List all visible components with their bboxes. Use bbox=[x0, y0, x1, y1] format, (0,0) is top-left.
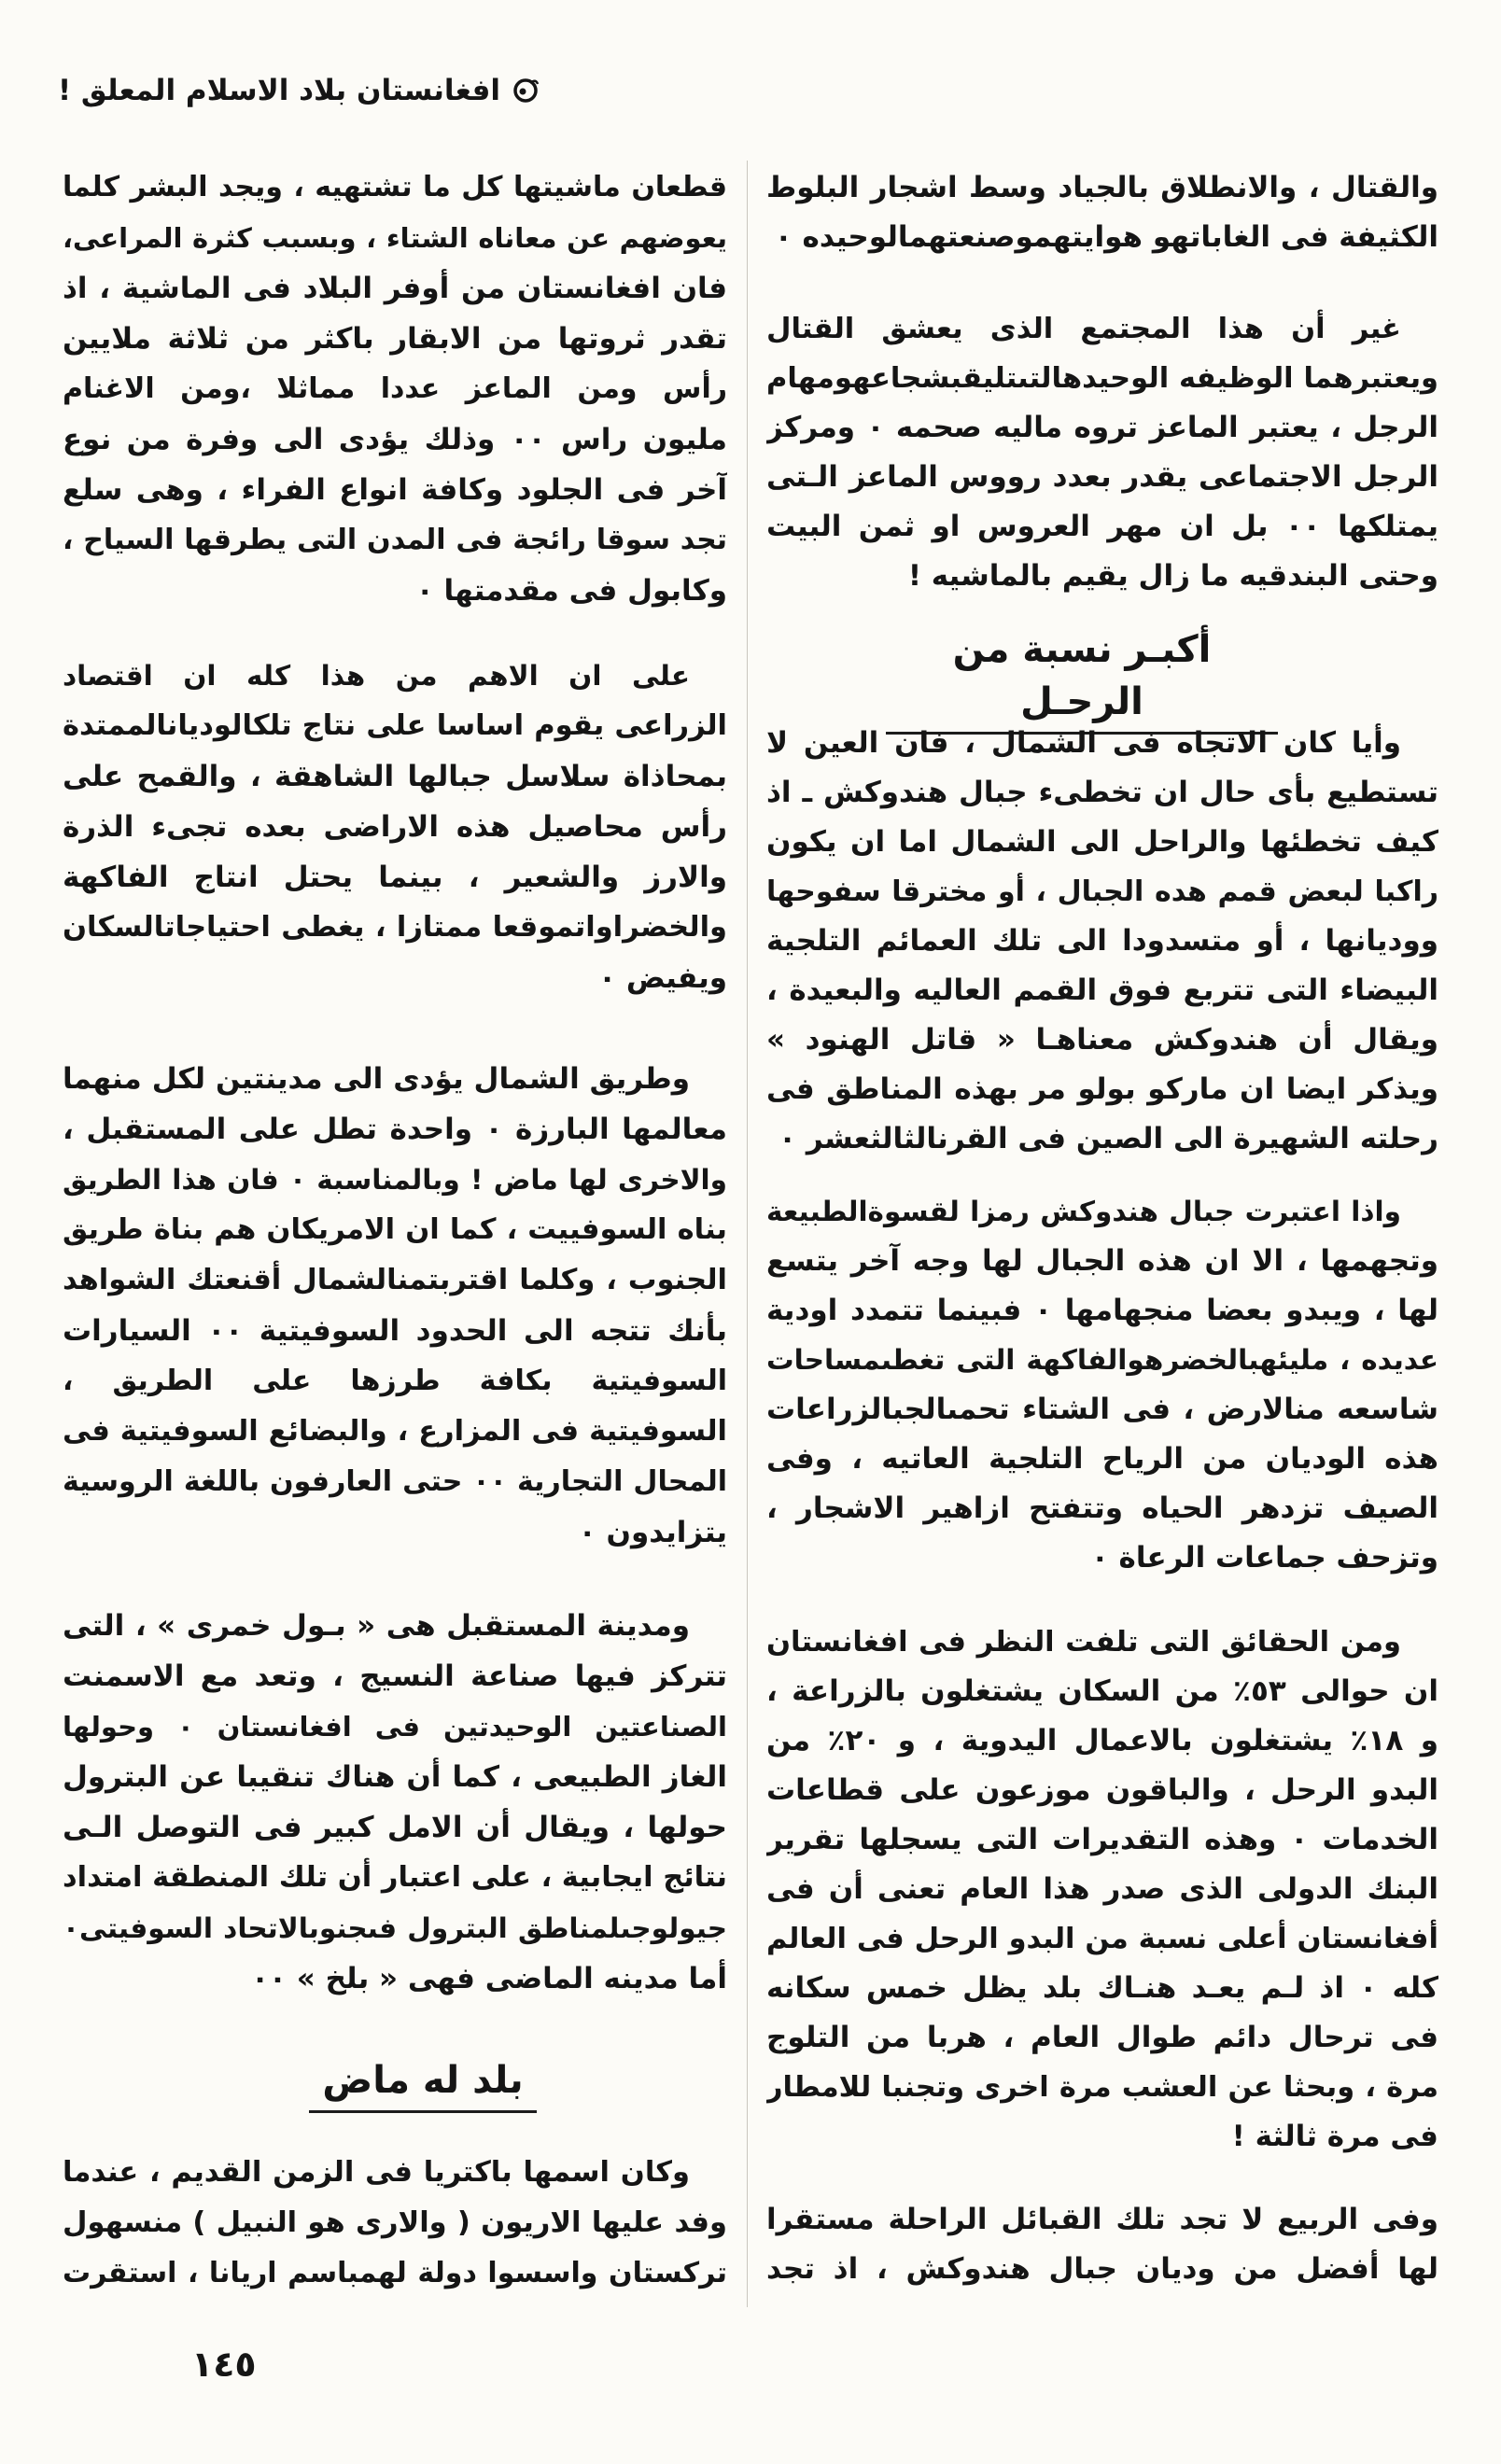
text-line: بناه السوفييت ، كما ان الامريكان هم بناة طريق bbox=[63, 1213, 727, 1246]
text-line: وأيا كان الاتجاه فى الشمال ، فان العين لا bbox=[766, 726, 1401, 760]
text-line: الرجل الاجتماعى يقدر بعدد رووس الماعز الـتى bbox=[766, 460, 1438, 494]
text-line: وفد عليها الاريون ( والارى هو النبيل ) منسهول bbox=[63, 2206, 727, 2239]
text-line: الكثيفة فى الغاباتهو هوايتهموصنعتهمالوحيده ٠ bbox=[774, 220, 1438, 254]
text-line: ويفيض ٠ bbox=[598, 961, 727, 995]
text-line: بأنك تتجه الى الحدود السوفيتية ٠٠ السيارات bbox=[63, 1314, 727, 1348]
text-line: تقدر ثروتها من الابقار باكثر من ثلاثة ملايين bbox=[63, 322, 727, 356]
column-divider bbox=[747, 161, 748, 2307]
text-line: تستطيع بأى حال ان تخطىء جبال هندوكش ـ اذ bbox=[766, 776, 1438, 809]
text-line: رأس محاصيل هذه الاراضى بعده تجىء الذرة bbox=[63, 810, 727, 844]
text-line: بمحاذاة سلاسل جبالها الشاهقة ، والقمح على bbox=[63, 760, 727, 793]
text-line: معالمها البارزة ٠ واحدة تطل على المستقبل ، bbox=[63, 1113, 727, 1146]
section-heading-box bbox=[305, 2054, 540, 2121]
text-line: والاخرى لها ماض ! وبالمناسبة ٠ فان هذا الطريق bbox=[63, 1164, 727, 1196]
paragraph bbox=[63, 1601, 727, 2004]
text-line: على ان الاهم من هذا كله ان اقتصاد bbox=[63, 660, 690, 692]
text-line: المحال التجارية ٠٠ حتى العارفون باللغة الروسية bbox=[63, 1465, 727, 1498]
text-line: البيضاء التى تتربع فوق القمم العاليه والبعيدة ، bbox=[766, 973, 1438, 1007]
text-line: رأس ومن الماعز عددا مماثلا ،ومن الاغنام bbox=[63, 372, 727, 405]
text-line: مليون راس ٠٠ وذلك يؤدى الى وفرة من نوع bbox=[63, 423, 727, 456]
text-line: كله ٠ اذ لـم يعـد هنـاك بلد يظل خمس سكانه bbox=[766, 1971, 1438, 2005]
text-line: الخدمات ٠ وهذه التقديرات التى يسجلها تقرير bbox=[766, 1823, 1438, 1856]
text-line: السوفيتية فى المزارع ، والبضائع السوفيتية فى bbox=[63, 1415, 727, 1448]
text-line: ومن الحقائق التى تلفت النظر فى افغانستان bbox=[766, 1626, 1401, 1659]
text-line: فى مرة ثالثة ! bbox=[1231, 2120, 1438, 2153]
paragraph bbox=[766, 304, 1438, 601]
text-line: أما مدينه الماضى فهى « بلخ » ٠٠ bbox=[251, 1962, 727, 1995]
text-line: نتائج ايجابية ، على اعتبار أن تلك المنطقة امتداد bbox=[63, 1861, 727, 1894]
text-line: وتجهمها ، الا ان هذه الجبال لها وجه آخر يتسع bbox=[766, 1244, 1438, 1278]
text-line: ويعتبرهما الوظيفه الوحيدهالتىتليقبشجاعهومهام bbox=[766, 362, 1438, 395]
text-line: ان حوالى ٥٣٪ من السكان يشتغلون بالزراعة ، bbox=[766, 1674, 1438, 1708]
text-line: فان افغانستان من أوفر البلاد فى الماشية ، اذ bbox=[63, 272, 727, 305]
text-line: حولها ، ويقال أن الامل كبير فى التوصل الـى bbox=[63, 1811, 727, 1844]
text-line: هذه الوديان من الرياح التلجية العاتيه ، وفى bbox=[766, 1442, 1438, 1476]
text-line: يعوضهم عن معاناه الشتاء ، وبسبب كثرة المراعى، bbox=[63, 222, 727, 254]
text-line: يمتلكها ٠٠ بل ان مهر العروس او ثمن البيت bbox=[766, 510, 1438, 543]
text-line: راكبا لبعض قمم هده الجبال ، أو مخترقا سفوحها bbox=[766, 875, 1438, 908]
text-line: آخر فى الجلود وكافة انواع الفراء ، وهى سلع bbox=[63, 473, 727, 507]
text-line: ويقال أن هندوكش معناهـا « قاتل الهنود » bbox=[766, 1023, 1438, 1057]
text-line: ويذكر ايضا ان ماركو بولو مر بهذه المناطق فى bbox=[766, 1072, 1438, 1106]
text-line: والارز والشعير ، بينما يحتل انتاج الفاكهة bbox=[63, 861, 727, 894]
text-line: أفغانستان أعلى نسبة من البدو الرحل فى العالم bbox=[766, 1923, 1438, 1955]
text-line: عديده ، مليئهبالخضرهوالفاكهة التى تغطىمساحات bbox=[766, 1344, 1438, 1376]
text-line: فى ترحال دائم طوال العام ، هربا من التلوج bbox=[766, 2021, 1438, 2054]
text-line: لها أفضل من وديان جبال هندوكش ، اذ تجد bbox=[766, 2252, 1438, 2286]
text-line: لها ، ويبدو بعضا منجهامها ٠ فبينما تتمدد اودية bbox=[766, 1294, 1438, 1327]
text-line: ومدينة المستقبل هى « بـول خمرى » ، التى bbox=[63, 1609, 690, 1643]
text-line: وكان اسمها باكتريا فى الزمن القديم ، عندما bbox=[63, 2156, 690, 2189]
text-line: الغاز الطبيعى ، كما أن هناك تنقيبا عن البترول bbox=[63, 1760, 727, 1794]
paragraph bbox=[766, 1187, 1438, 1583]
text-line: وطريق الشمال يؤدى الى مدينتين لكل منهما bbox=[63, 1062, 690, 1096]
paragraph bbox=[766, 163, 1438, 262]
right-column bbox=[766, 0, 1438, 2333]
text-line: البدو الرحل ، والباقون موزعون على قطاعات bbox=[766, 1773, 1438, 1807]
page-number: ١٤٥ bbox=[191, 2344, 257, 2385]
text-line: وكابول فى مقدمتها ٠ bbox=[415, 574, 727, 608]
text-line: الرجل ، يعتبر الماعز تروه ماليه صحمه ٠ ومركز bbox=[766, 411, 1438, 444]
text-line: البنك الدولى الذى صدر هذا العام تعنى أن فى bbox=[766, 1872, 1438, 1906]
text-line: تتركز فيها صناعة النسيج ، وتعد مع الاسمنت bbox=[63, 1659, 727, 1693]
text-line: والخضراواتموقعا ممتازا ، يغطى احتياجاتالسكان bbox=[63, 911, 727, 944]
paragraph bbox=[766, 2195, 1438, 2294]
text-line: الصيف تزدهر الحياه وتتفتح ازاهير الاشجار ، bbox=[766, 1491, 1438, 1525]
text-line: تركستان واسسوا دولة لهمباسم اريانا ، استقرت bbox=[63, 2257, 727, 2289]
text-line: يتزايدون ٠ bbox=[578, 1516, 727, 1549]
text-line: قطعان ماشيتها كل ما تشتهيه ، ويجد البشر كلما bbox=[63, 171, 727, 203]
text-line: كيف تخطئها والراحل الى الشمال اما ان يكون bbox=[766, 825, 1438, 859]
section-heading: بلد له ماض bbox=[309, 2054, 536, 2113]
text-line: الصناعتين الوحيدتين فى افغانستان ٠ وحولها bbox=[63, 1711, 727, 1743]
left-column bbox=[63, 0, 727, 2333]
text-line: و ١٨٪ يشتغلون بالاعمال اليدوية ، و ٢٠٪ من bbox=[766, 1724, 1438, 1757]
text-line: ووديانها ، أو متسدودا الى تلك العمائم التلجية bbox=[766, 924, 1438, 958]
section-heading-box bbox=[886, 623, 1278, 723]
paragraph bbox=[63, 1054, 727, 1558]
text-line: مرة ، وبحثا عن العشب مرة اخرى وتجنبا للامطار bbox=[766, 2071, 1438, 2104]
text-line: وفى الربيع لا تجد تلك القبائل الراحلة مستقرا bbox=[766, 2203, 1438, 2236]
running-head-title: افغانستان بلاد الاسلام المعلق ! bbox=[58, 74, 500, 107]
text-line: غير أن هذا المجتمع الذى يعشق القتال bbox=[766, 313, 1401, 345]
text-line: وحتى البندقيه ما زال يقيم بالماشيه ! bbox=[907, 559, 1438, 593]
text-line: والقتال ، والانطلاق بالجياد وسط اشجار البلوط bbox=[766, 171, 1438, 204]
text-line: السوفيتية بكافة طرزها على الطريق ، bbox=[63, 1365, 727, 1397]
paragraph bbox=[63, 651, 727, 1003]
text-line: شاسعه منالارض ، فى الشتاء تحمىالجبالزراعات bbox=[766, 1393, 1438, 1426]
text-line: تجد سوقا رائجة فى المدن التى يطرقها السياح ، bbox=[63, 524, 727, 556]
paragraph bbox=[766, 719, 1438, 1164]
text-line: جيولوجىلمناطق البترول فىجنوبالاتحاد السوفيتى٠ bbox=[63, 1912, 727, 1944]
text-line: رحلته الشهيرة الى الصين فى القرنالثالثعشر ٠ bbox=[779, 1122, 1438, 1155]
paragraph bbox=[766, 1617, 1438, 2162]
text-line: واذا اعتبرت جبال هندوكش رمزا لقسوةالطبيعة bbox=[766, 1196, 1401, 1227]
paragraph bbox=[63, 162, 727, 616]
section-heading: أكبـر نسبة من الرحـل bbox=[886, 623, 1278, 735]
text-line: الزراعى يقوم اساسا على نتاج تلكالوديانالممتدة bbox=[63, 709, 727, 742]
text-line: وتزحف جماعات الرعاة ٠ bbox=[1090, 1541, 1438, 1575]
text-line: الجنوب ، وكلما اقتربتمنالشمال أقنعتك الشواهد bbox=[63, 1264, 727, 1296]
paragraph bbox=[63, 2148, 727, 2299]
